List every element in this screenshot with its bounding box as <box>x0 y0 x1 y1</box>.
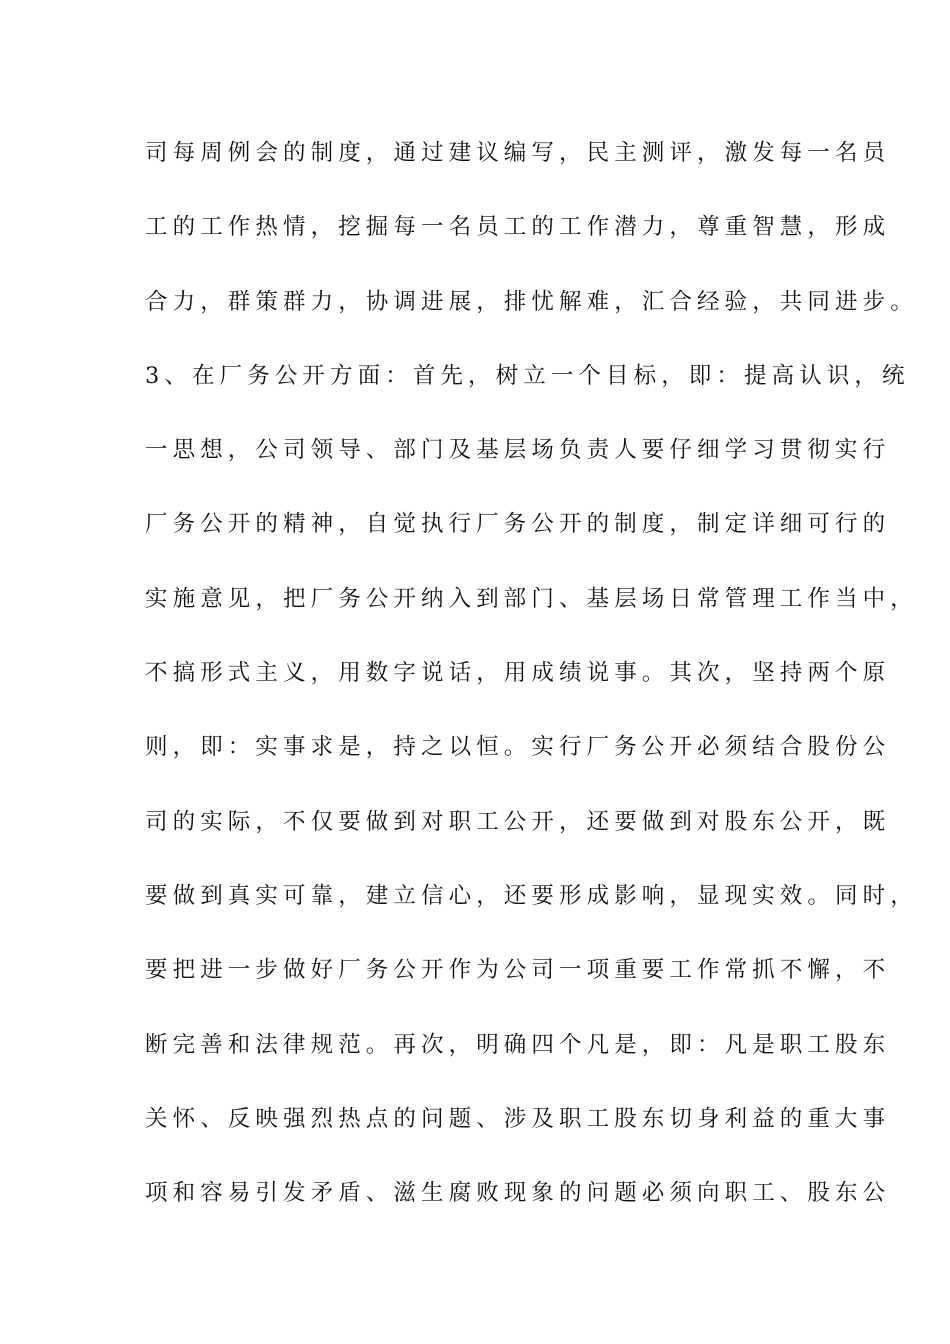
text-line: 则，即：实事求是，持之以恒。实行厂务公开必须结合股份公 <box>145 734 891 761</box>
text-line: 断完善和法律规范。再次，明确四个凡是，即：凡是职工股东 <box>145 1031 891 1058</box>
text-line: 3、在厂务公开方面：首先，树立一个目标，即：提高认识，统 <box>145 362 910 389</box>
text-line: 司的实际，不仅要做到对职工公开，还要做到对股东公开，既 <box>145 808 891 835</box>
text-line: 不搞形式主义，用数字说话，用成绩说事。其次，坚持两个原 <box>145 660 891 687</box>
text-line: 司每周例会的制度，通过建议编写，民主测评，激发每一名员 <box>145 140 891 166</box>
text-line: 要做到真实可靠，建立信心，还要形成影响，显现实效。同时， <box>145 882 918 909</box>
text-line: 实施意见，把厂务公开纳入到部门、基层场日常管理工作当中， <box>145 585 918 612</box>
text-line: 关怀、反映强烈热点的问题、涉及职工股东切身利益的重大事 <box>145 1105 891 1132</box>
text-line: 一思想，公司领导、部门及基层场负责人要仔细学习贯彻实行 <box>145 437 891 464</box>
text-line: 合力，群策群力，协调进展，排忧解难，汇合经验，共同进步。 <box>145 288 918 315</box>
text-line: 厂务公开的精神，自觉执行厂务公开的制度，制定详细可行的 <box>145 511 891 538</box>
text-line: 工的工作热情，挖掘每一名员工的工作潜力，尊重智慧，形成 <box>145 214 891 241</box>
text-line: 要把进一步做好厂务公开作为公司一项重要工作常抓不懈，不 <box>145 957 891 984</box>
body-text <box>145 134 918 1248</box>
text-line: 项和容易引发矛盾、滋生腐败现象的问题必须向职工、股东公 <box>145 1180 891 1207</box>
